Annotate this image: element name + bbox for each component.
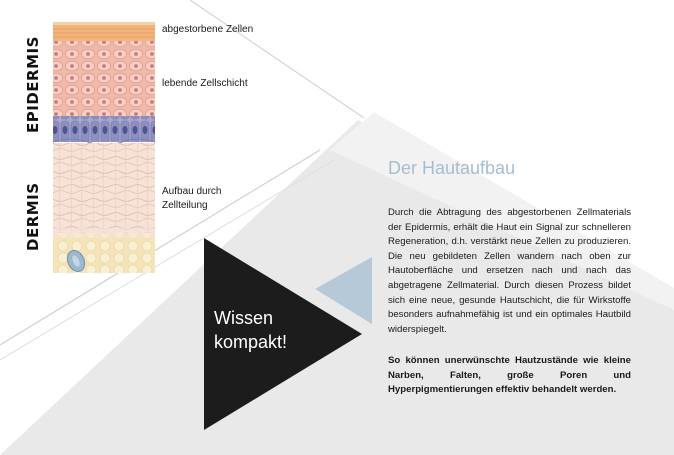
living-layer-label: lebende Zellschicht (162, 78, 248, 89)
cell-division-label (162, 185, 222, 213)
dermis-layer (53, 143, 155, 233)
cell-division-label-line2: Zellteilung (162, 200, 208, 211)
fat-layer (53, 233, 155, 273)
skin-illustration (53, 22, 155, 274)
badge-line1: Wissen (214, 308, 274, 328)
article-emphasis: So können unerwünschte Hautzustände wie kleine Narben, Falten, große Poren und Hyperpigmentierungen effektiv behandelt werden. (388, 355, 631, 396)
basal-layer (53, 116, 155, 142)
living-cell-layer (53, 41, 155, 116)
badge-line2: kompakt! (214, 332, 288, 352)
article-title: Der Hautaufbau (388, 158, 516, 178)
epidermis-label: EPIDERMIS (24, 36, 42, 133)
dermis-label: DERMIS (24, 182, 42, 251)
wissen-kompakt-badge (214, 306, 287, 354)
cell-division-label-line1: Aufbau durch (162, 186, 222, 197)
dead-cells-label: abgestorbene Zellen (162, 24, 254, 35)
article-body: Durch die Abtragung des abgestorbenen Zellmaterials der Epidermis, erhält die Haut ein Signal zur schnelleren Regeneration, d.h. verstärkt neue Zellen zu produzieren. Die neu gebildeten Zellen wandern nach oben zur Hautoberfläche und ersetzen nach und nach das abgetragene Zellmaterial. Durch diesen Prozess bildet sich eine neue, gesunde Hautschicht, die für Wirkstoffe besonders aufnahmefähig ist und ein optimales Hautbild widerspiegelt. (388, 207, 631, 335)
